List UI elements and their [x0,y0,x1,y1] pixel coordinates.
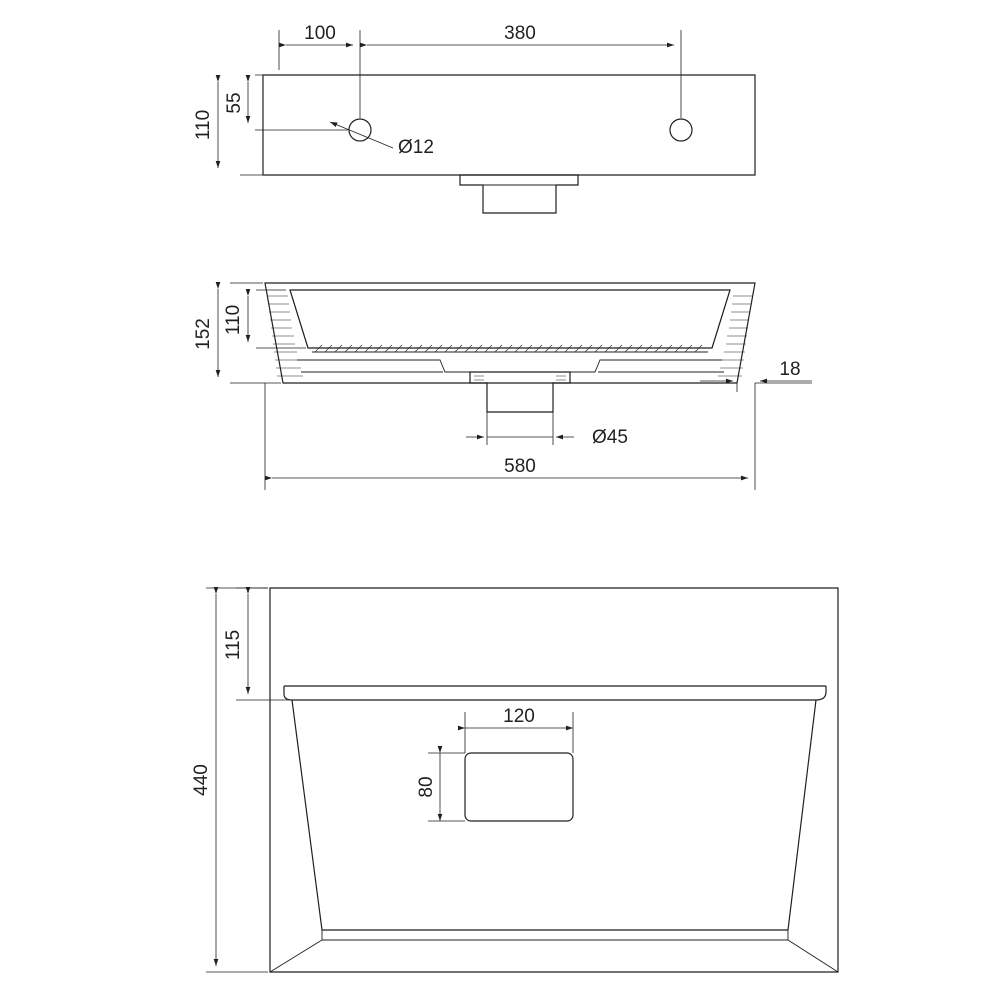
dim-rear-depth: 115 [223,629,244,661]
dim-hole-diameter: Ø12 [398,137,434,158]
dim-overall-width: 580 [504,456,536,477]
dim-basin-height: 110 [193,109,214,141]
dim-total-depth: 440 [191,764,212,796]
dim-waste-width: 120 [503,706,535,727]
dim-inner-height: 110 [223,304,244,336]
top-view [191,588,838,972]
section-view [193,283,812,490]
dim-hole-height: 55 [224,92,245,114]
dim-tap-spacing: 380 [504,23,536,44]
dim-waste-height: 80 [416,776,437,798]
dim-overall-height: 152 [193,318,214,350]
dim-wall-thickness: 18 [779,359,801,380]
front-view [193,23,755,213]
dim-waste-diameter: Ø45 [592,427,628,448]
dim-tap-offset: 100 [304,23,336,44]
